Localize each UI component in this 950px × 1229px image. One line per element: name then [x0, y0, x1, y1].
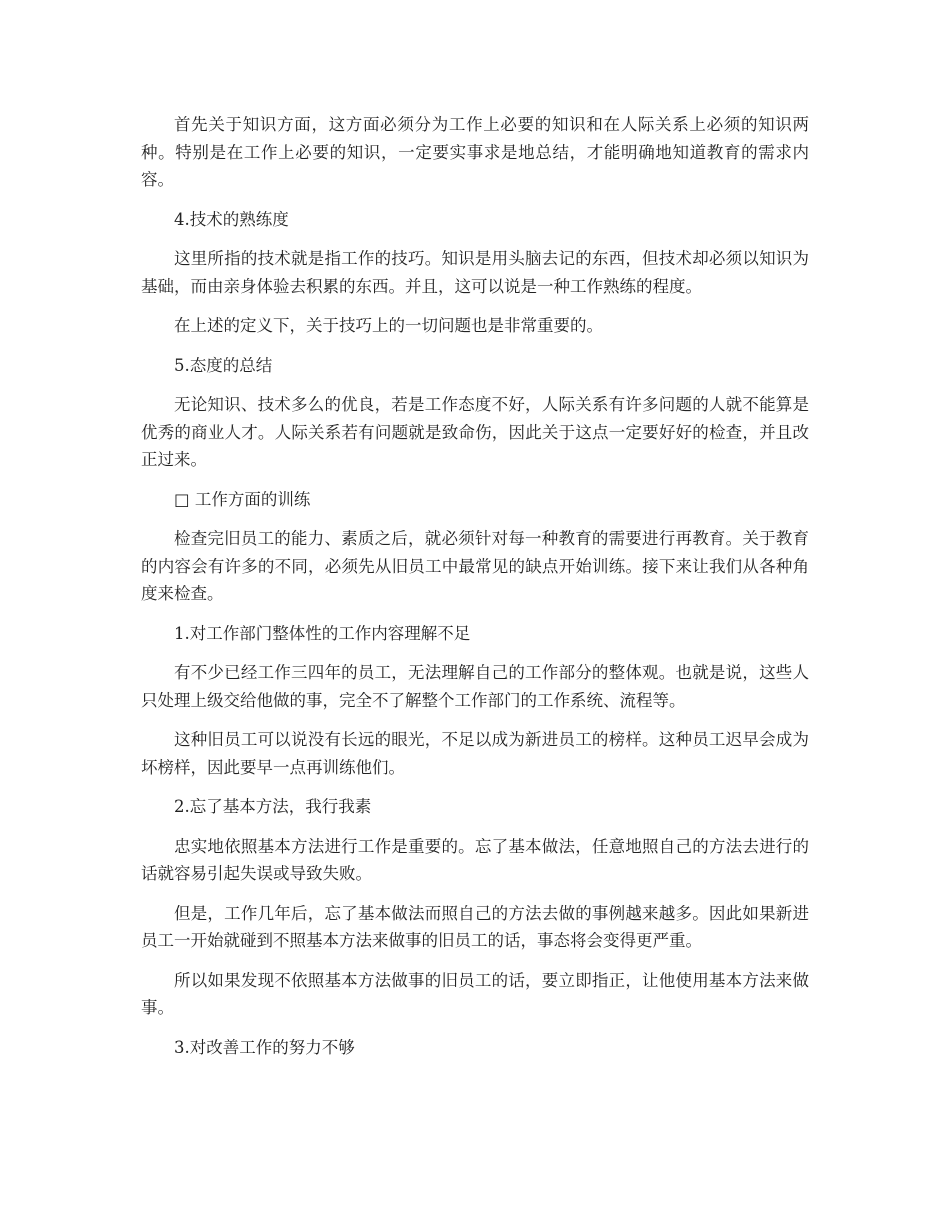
paragraph-follow-basics: 忠实地依照基本方法进行工作是重要的。忘了基本做法，任意地照自己的方法去进行的话就容易引起失误或导致失败。	[141, 836, 809, 883]
heading-forget-basics: 2.忘了基本方法，我行我素	[174, 797, 372, 816]
paragraph-skill-definition: 这里所指的技术就是指工作的技巧。知识是用头脑去记的东西，但技术却必须以知识为基础，而由亲身体验去积累的东西。并且，这可以说是一种工作熟练的程度。	[141, 249, 809, 296]
section-heading-work-training: □ 工作方面的训练	[174, 489, 311, 509]
document-body	[141, 111, 809, 1073]
paragraph-skill-importance: 在上述的定义下，关于技巧上的一切问题也是非常重要的。	[174, 316, 603, 335]
paragraph-bad-example: 这种旧员工可以说没有长远的眼光，不足以成为新进员工的榜样。这种员工迟早会成为坏榜样，因此要早一点再训练他们。	[141, 730, 809, 777]
paragraph-correct-immediately: 所以如果发现不依照基本方法做事的旧员工的话，要立即指正，让他使用基本方法来做事。	[141, 970, 809, 1017]
paragraph-knowledge: 首先关于知识方面，这方面必须分为工作上必要的知识和在人际关系上必须的知识两种。特别是在工作上必要的知识，一定要实事求是地总结，才能明确地知道教育的需求内容。	[141, 115, 809, 189]
heading-attitude-summary: 5.态度的总结	[174, 355, 273, 375]
paragraph-retraining-intro: 检查完旧员工的能力、素质之后，就必须针对每一种教育的需要进行再教育。关于教育的内容会有许多的不同，必须先从旧员工中最常见的缺点开始训练。接下来让我们从各种角度来检查。	[141, 529, 809, 603]
heading-lack-of-understanding: 1.对工作部门整体性的工作内容理解不足	[174, 623, 471, 643]
heading-improvement-effort: 3.对改善工作的努力不够	[174, 1037, 355, 1057]
heading-skill-proficiency: 4.技术的熟练度	[174, 209, 289, 229]
paragraph-own-methods: 但是，工作几年后，忘了基本做法而照自己的方法去做的事例越来越多。因此如果新进员工一开始就碰到不照基本方法来做事的旧员工的话，事态将会变得更严重。	[141, 903, 809, 950]
paragraph-attitude: 无论知识、技术多么的优良，若是工作态度不好，人际关系有许多问题的人就不能算是优秀的商业人才。人际关系若有问题就是致命伤，因此关于这点一定要好好的检查，并且改正过来。	[141, 395, 809, 469]
paragraph-overall-view: 有不少已经工作三四年的员工，无法理解自己的工作部分的整体观。也就是说，这些人只处理上级交给他做的事，完全不了解整个工作部门的工作系统、流程等。	[141, 663, 809, 710]
